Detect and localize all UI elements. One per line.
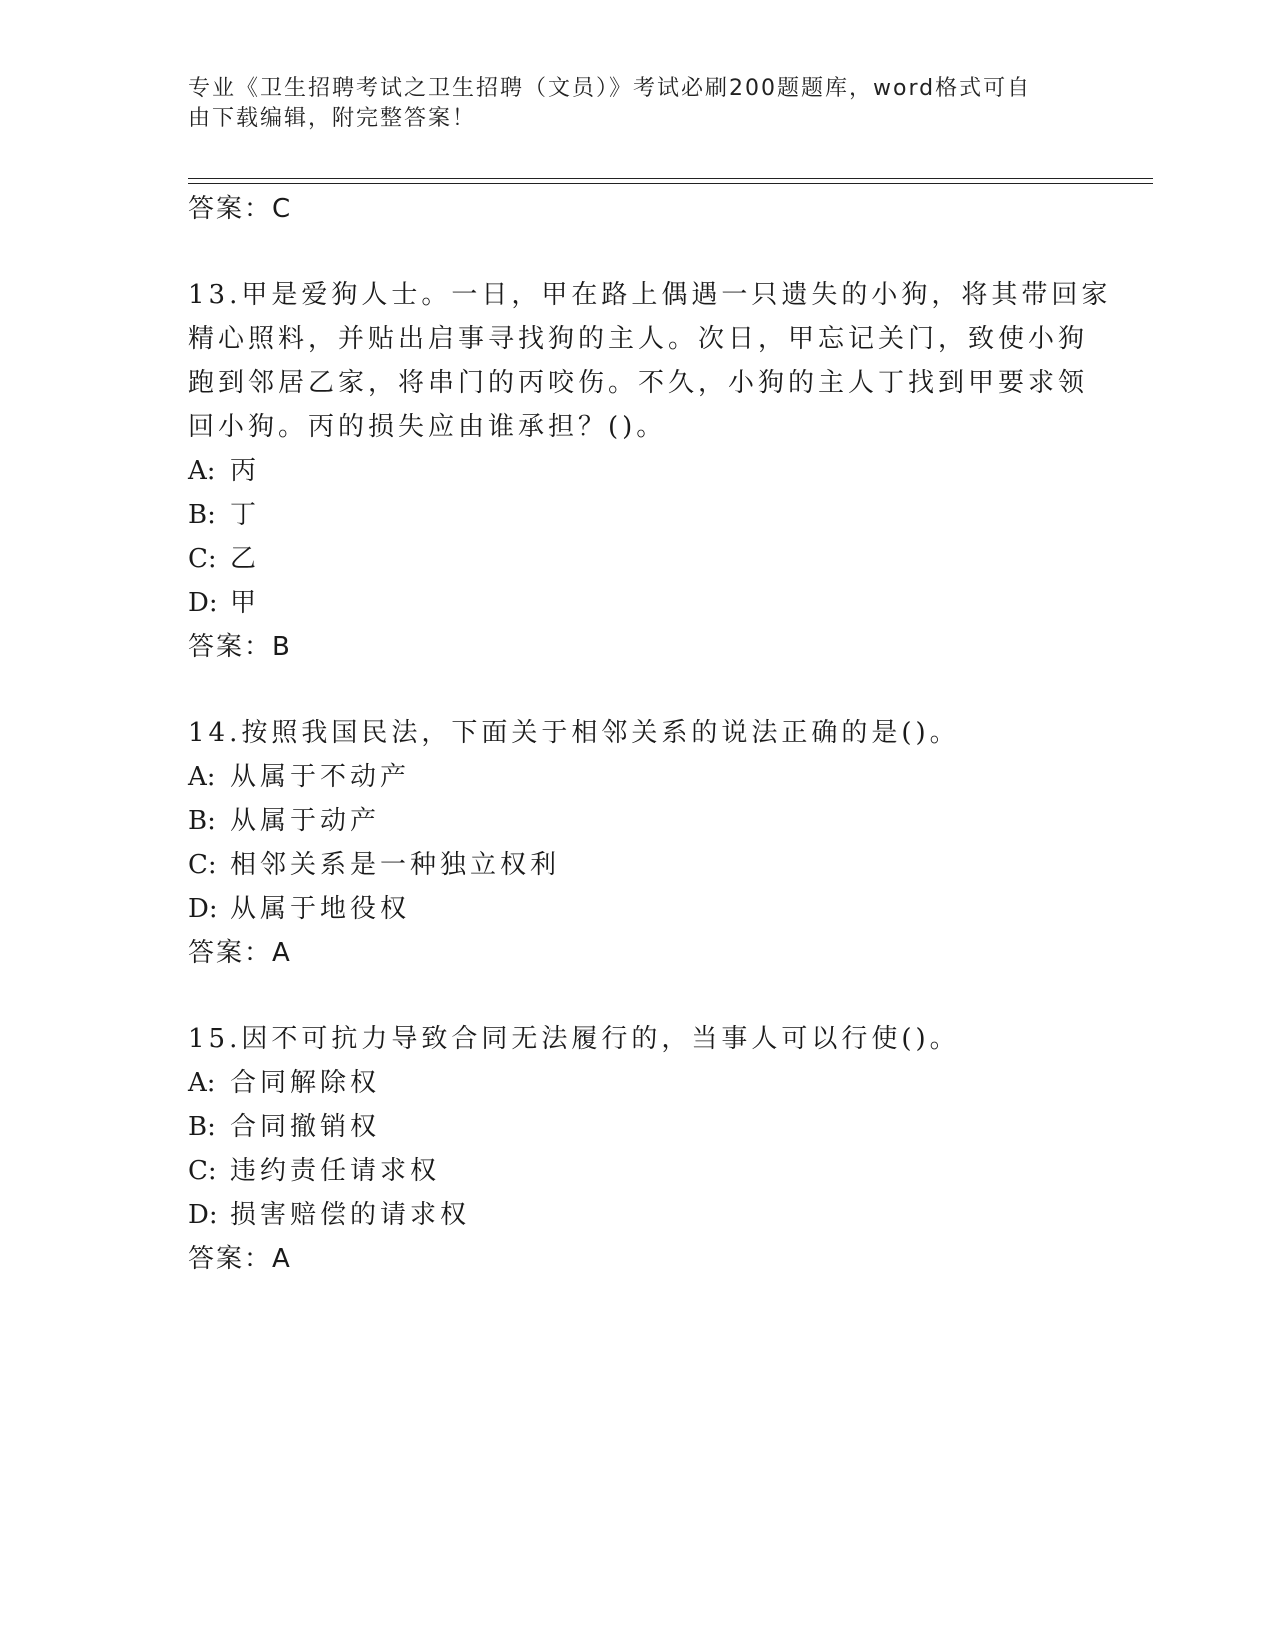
- question-15-option-a: [188, 1062, 380, 1099]
- option-text: 从属于地役权: [230, 894, 411, 924]
- option-letter: B:: [188, 500, 216, 530]
- option-text: 甲: [230, 588, 261, 618]
- question-13-line-1: 13.甲是爱狗人士。一日，甲在路上偶遇一只遗失的小狗，将其带回家: [188, 280, 1112, 310]
- option-text: 从属于动产: [230, 806, 381, 836]
- question-13-line-4: 回小狗。丙的损失应由谁承担？()。: [188, 412, 667, 442]
- option-letter: D:: [188, 894, 218, 924]
- question-13-option-a: [188, 450, 260, 487]
- question-15-answer: 答案：A: [188, 1244, 292, 1274]
- header-line-2: 由下载编辑，附完整答案！: [188, 106, 477, 131]
- option-letter: C:: [188, 544, 217, 574]
- question-14-answer: 答案：A: [188, 938, 292, 968]
- option-text: 丁: [230, 500, 261, 530]
- option-letter: C:: [188, 1156, 217, 1186]
- question-13-option-d: [188, 582, 260, 619]
- option-letter: B:: [188, 806, 216, 836]
- question-14-line-1: 14.按照我国民法，下面关于相邻关系的说法正确的是()。: [188, 718, 960, 748]
- question-13-option-b: [188, 494, 260, 531]
- question-15-option-b: [188, 1106, 380, 1143]
- option-text: 丙: [230, 456, 261, 486]
- option-text: 损害赔偿的请求权: [230, 1200, 471, 1230]
- previous-answer: 答案：C: [188, 194, 293, 224]
- question-13-line-2: 精心照料，并贴出启事寻找狗的主人。次日，甲忘记关门，致使小狗: [188, 324, 1089, 354]
- option-text: 合同撤销权: [230, 1112, 381, 1142]
- option-letter: A:: [188, 1068, 216, 1098]
- question-14-option-d: [188, 888, 410, 925]
- question-15-option-d: [188, 1194, 470, 1231]
- header-divider-bottom: [188, 183, 1153, 184]
- option-letter: D:: [188, 1200, 218, 1230]
- question-15-option-c: [188, 1150, 440, 1187]
- option-letter: A:: [188, 456, 216, 486]
- option-text: 乙: [230, 544, 261, 574]
- header-line-1: 专业《卫生招聘考试之卫生招聘（文员）》考试必刷200题题库，word格式可自: [188, 76, 1032, 101]
- option-text: 合同解除权: [230, 1068, 381, 1098]
- question-14-option-a: [188, 756, 410, 793]
- document-header: [188, 74, 1068, 134]
- option-text: 违约责任请求权: [230, 1156, 441, 1186]
- option-letter: A:: [188, 762, 216, 792]
- question-15-line-1: 15.因不可抗力导致合同无法履行的，当事人可以行使()。: [188, 1024, 960, 1054]
- option-text: 相邻关系是一种独立权利: [230, 850, 561, 880]
- option-letter: D:: [188, 588, 218, 618]
- question-13-answer: 答案：B: [188, 632, 292, 662]
- header-divider-top: [188, 178, 1153, 179]
- question-14-option-c: [188, 844, 560, 881]
- question-14-option-b: [188, 800, 380, 837]
- option-text: 从属于不动产: [230, 762, 411, 792]
- question-13-line-3: 跑到邻居乙家，将串门的丙咬伤。不久，小狗的主人丁找到甲要求领: [188, 368, 1089, 398]
- question-13-option-c: [188, 538, 260, 575]
- option-letter: B:: [188, 1112, 216, 1142]
- option-letter: C:: [188, 850, 217, 880]
